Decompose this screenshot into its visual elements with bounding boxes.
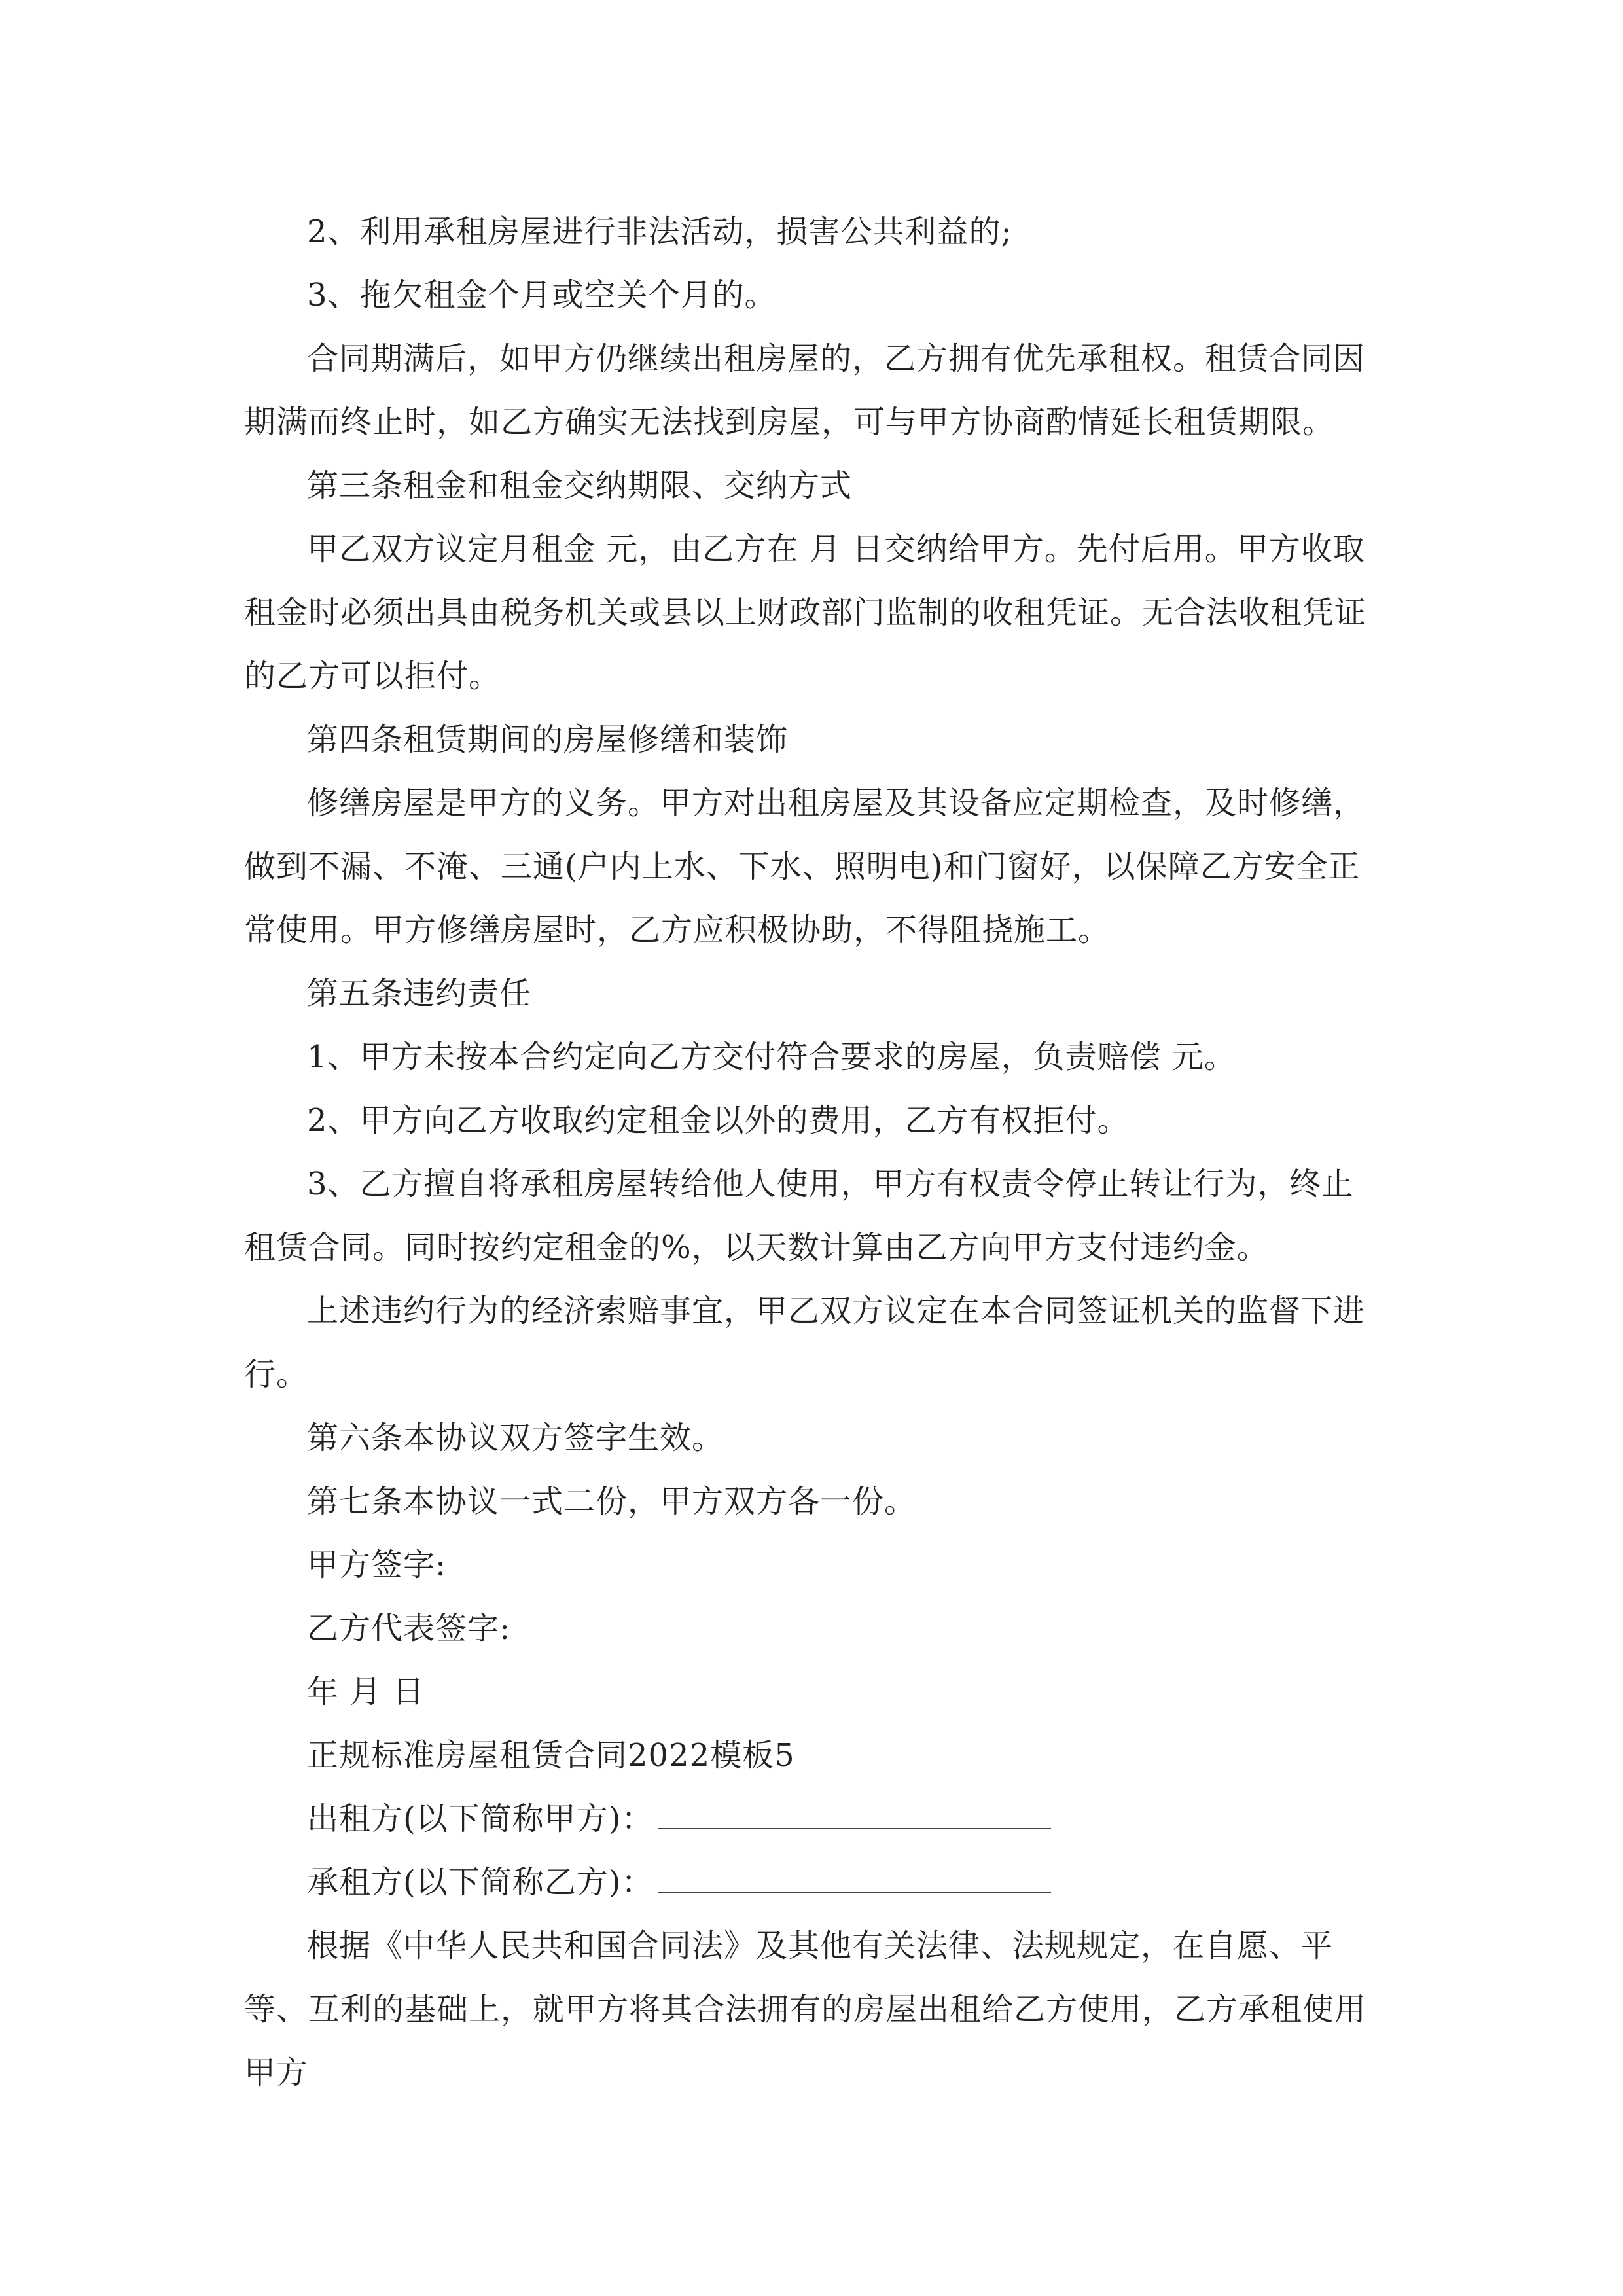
lessee-field-row <box>244 1851 1383 1914</box>
legal-basis-paragraph: 根据《中华人民共和国合同法》及其他有关法律、法规规定，在自愿、平等、互利的基础上，就甲方将其合法拥有的房屋出租给乙方使用，乙方承租使用甲方 <box>244 1928 1367 2091</box>
signature-date: 年 月 日 <box>307 1674 425 1710</box>
clause-3-rent-arrears: 3、拖欠租金个月或空关个月的。 <box>307 277 777 314</box>
lessee-label: 承租方(以下简称乙方)： <box>307 1864 654 1901</box>
breach-claims-paragraph: 上述违约行为的经济索赔事宜，甲乙双方议定在本合同签证机关的监督下进行。 <box>244 1293 1366 1393</box>
lessor-blank-line <box>658 1789 1051 1829</box>
lessee-blank-line <box>658 1852 1051 1893</box>
document-body <box>244 200 1383 2105</box>
breach-clause-1: 1、甲方未按本合约定向乙方交付符合要求的房屋，负责赔偿 元。 <box>307 1039 1236 1075</box>
breach-clause-3: 3、乙方擅自将承租房屋转给他人使用，甲方有权责令停止转让行为，终止租赁合同。同时按约定租金的%，以天数计算由乙方向甲方支付违约金。 <box>244 1166 1354 1266</box>
party-a-signature-label: 甲方签字: <box>307 1547 447 1583</box>
template-title: 正规标准房屋租赁合同2022模板5 <box>307 1737 795 1774</box>
breach-clause-2: 2、甲方向乙方收取约定租金以外的费用，乙方有权拒付。 <box>307 1102 1130 1139</box>
lessor-label: 出租方(以下简称甲方)： <box>307 1801 654 1837</box>
article-6-effective: 第六条本协议双方签字生效。 <box>307 1420 724 1456</box>
party-b-signature-label: 乙方代表签字: <box>307 1610 511 1647</box>
article-7-copies: 第七条本协议一式二份，甲方双方各一份。 <box>307 1483 917 1520</box>
article-5-heading: 第五条违约责任 <box>307 975 532 1012</box>
clause-2-illegal-use: 2、利用承租房屋进行非法活动，损害公共利益的; <box>307 213 1012 250</box>
renewal-priority-paragraph: 合同期满后，如甲方仍继续出租房屋的，乙方拥有优先承租权。租赁合同因期满而终止时，如乙方确实无法找到房屋，可与甲方协商酌情延长租赁期限。 <box>244 340 1366 440</box>
repair-obligation-paragraph: 修缮房屋是甲方的义务。甲方对出租房屋及其设备应定期检查，及时修缮，做到不漏、不淹、三通(户内上水、下水、照明电)和门窗好，以保障乙方安全正常使用。甲方修缮房屋时，乙方应积极协助，不得阻挠施工。 <box>244 785 1366 948</box>
lessor-field-row <box>244 1787 1383 1851</box>
article-4-heading: 第四条租赁期间的房屋修缮和装饰 <box>307 721 789 758</box>
article-3-heading: 第三条租金和租金交纳期限、交纳方式 <box>307 467 853 504</box>
rent-payment-paragraph: 甲乙双方议定月租金 元，由乙方在 月 日交纳给甲方。先付后用。甲方收取租金时必须出具由税务机关或县以上财政部门监制的收租凭证。无合法收租凭证的乙方可以拒付。 <box>244 531 1367 694</box>
